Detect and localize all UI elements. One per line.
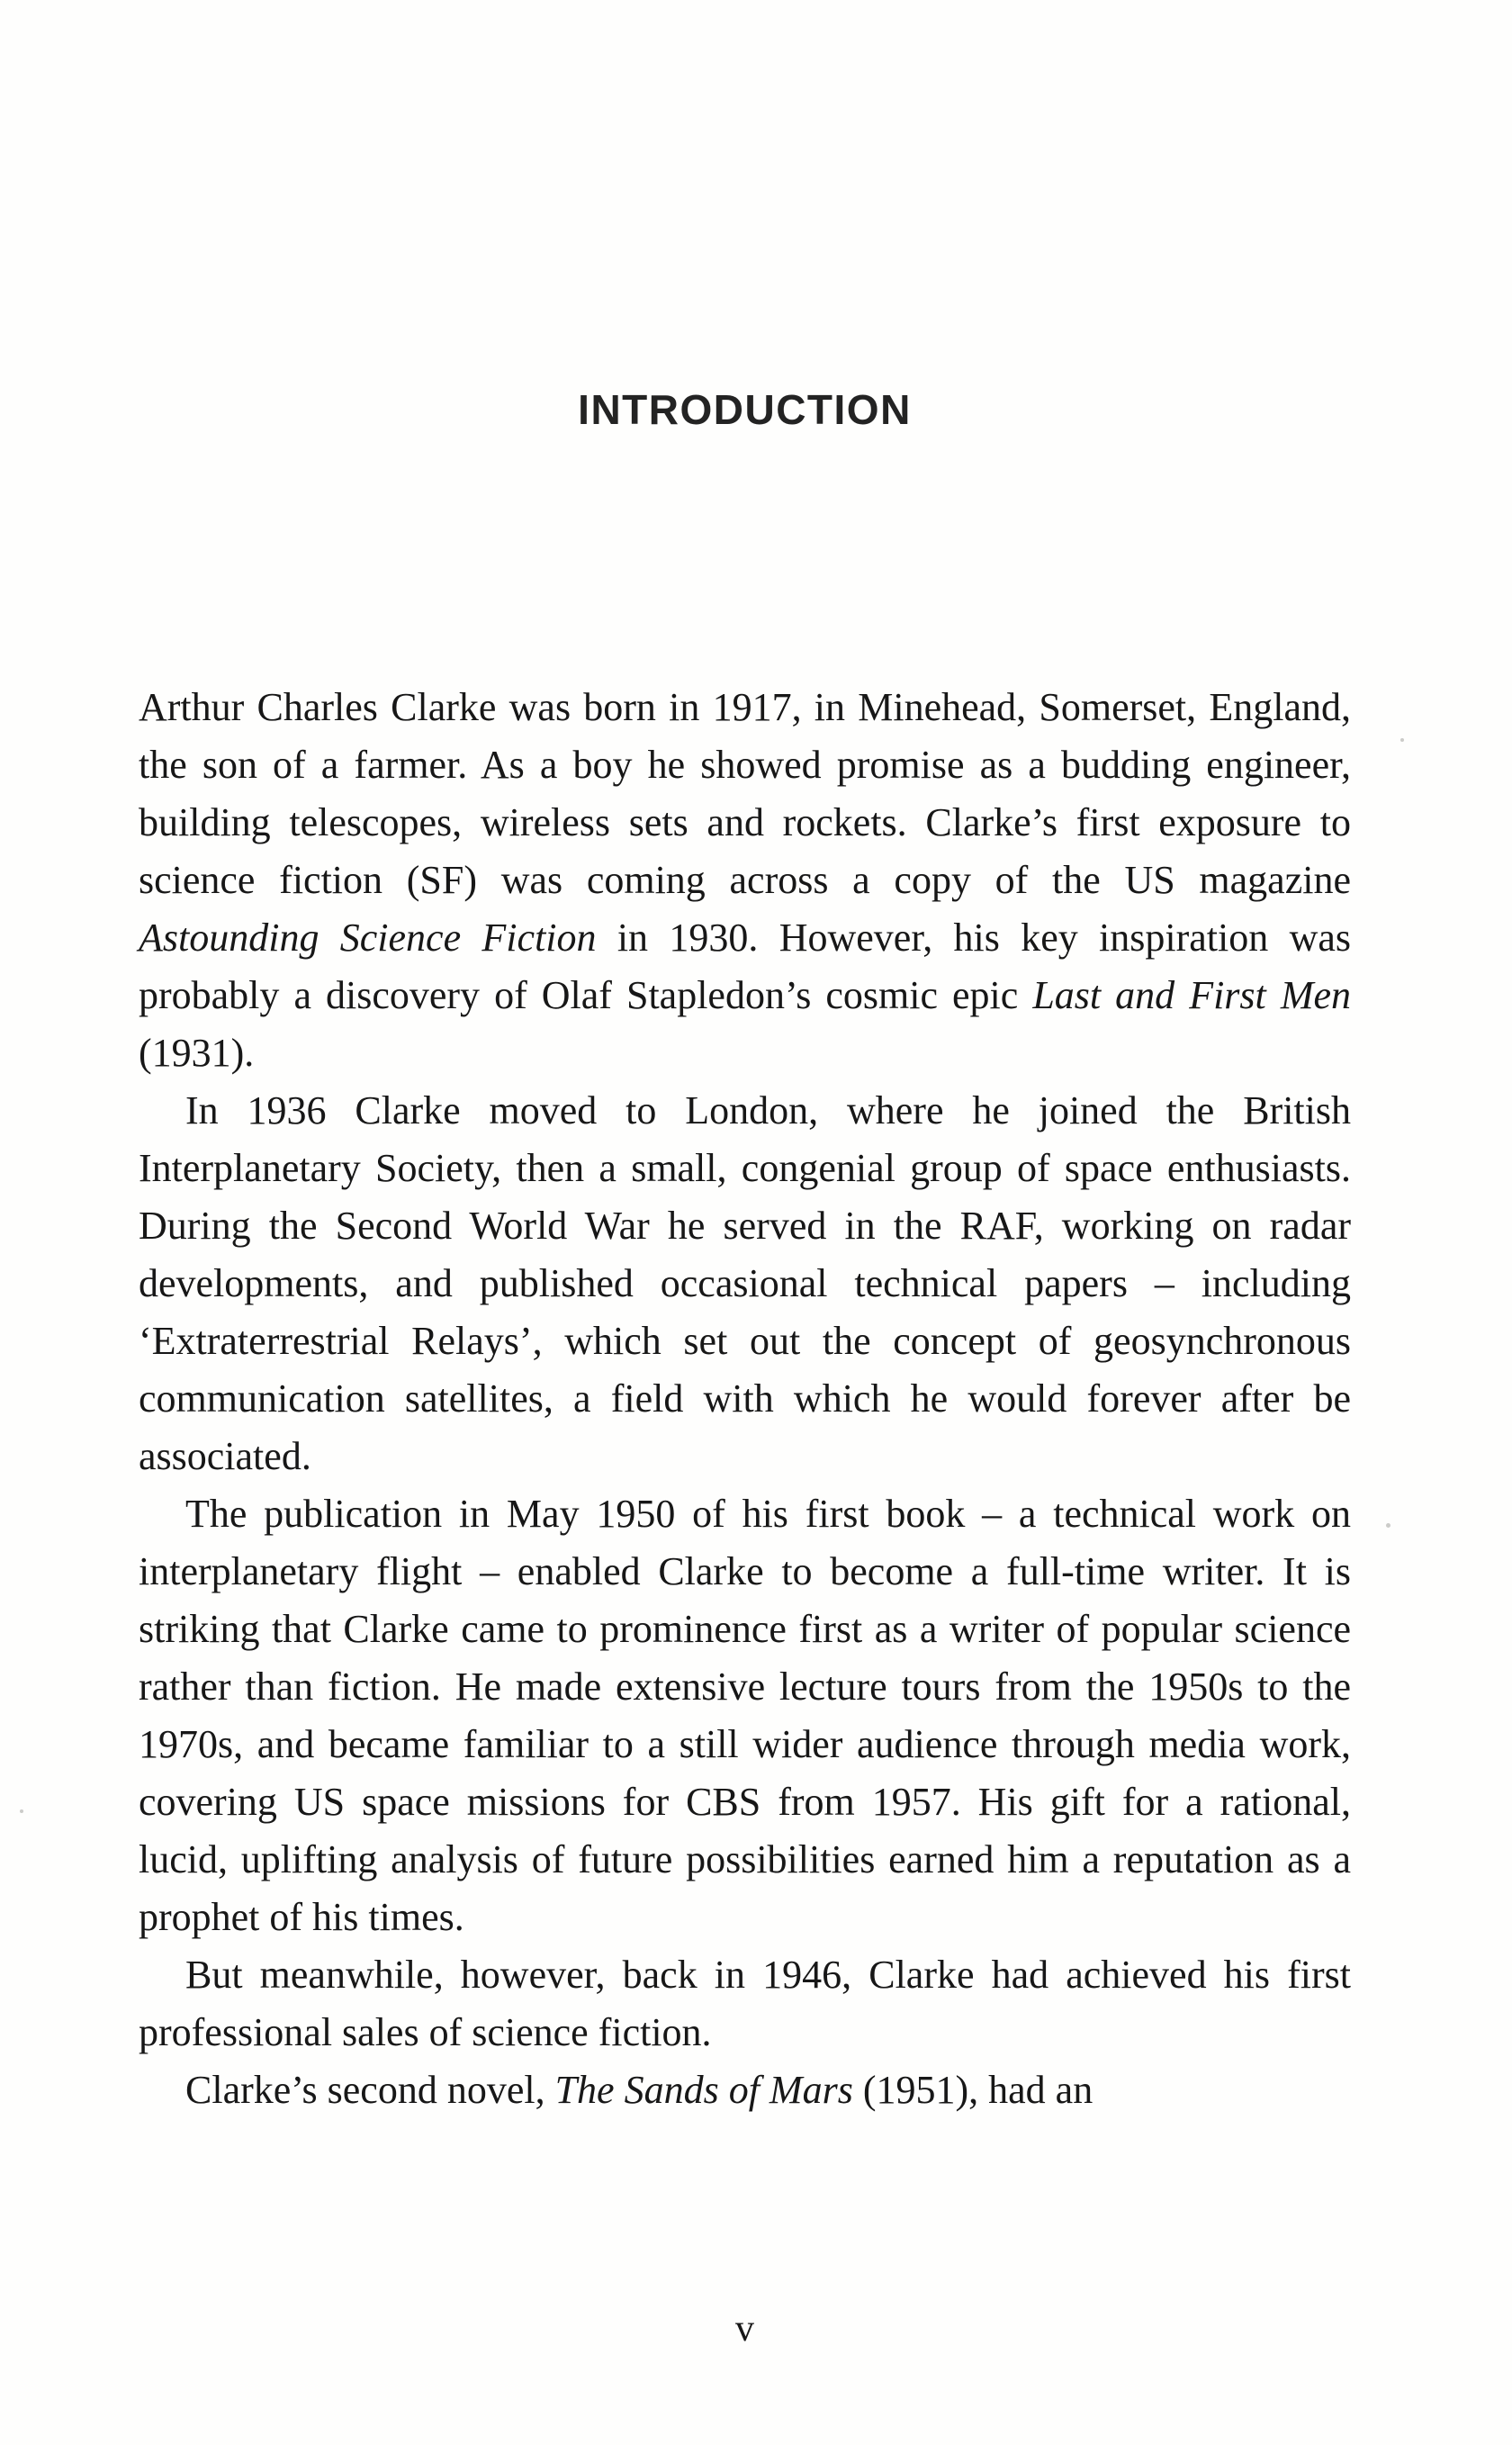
text-segment: in 1930. However, his key inspiration was probably a discovery of Olaf Stapledon’s cosmic epic	[139, 916, 1351, 1017]
paragraph	[139, 1485, 1351, 1946]
paragraph	[139, 679, 1351, 1082]
italic-book-title: Last and First Men	[1032, 973, 1351, 1017]
scan-speck	[1400, 738, 1404, 742]
text-segment: (1951), had an	[852, 2068, 1094, 2112]
paragraph	[139, 1082, 1351, 1485]
scan-speck	[1386, 1523, 1390, 1528]
page-body	[139, 679, 1351, 2119]
text-segment: Clarke’s second novel,	[185, 2068, 555, 2112]
text-segment: But meanwhile, however, back in 1946, Clarke had achieved his first professional sales of science fiction.	[139, 1953, 1351, 2054]
page-number: v	[735, 2308, 754, 2350]
scan-speck	[20, 1809, 23, 1813]
text-segment: The publication in May 1950 of his first book – a technical work on interplanetary flight – enabled Clarke to become a full-time writer. It is striking that Clarke came to prominence first as a writer of popular science rather than fiction. He made extensive lecture tours from the 1950s to the 1970s, and became familiar to a still wider audience through media work, covering US space missions for CBS from 1957. His gift for a rational, lucid, uplifting analysis of future possibilities earned him a reputation as a prophet of his times.	[139, 1492, 1351, 1939]
text-segment: (1931).	[139, 1031, 255, 1075]
italic-book-title: The Sands of Mars	[554, 2068, 853, 2112]
page-title: INTRODUCTION	[578, 386, 912, 433]
text-segment: In 1936 Clarke moved to London, where he joined the British Interplanetary Society, then a small, congenial group of space enthusiasts. During the Second World War he served in the RAF, working on radar developments, and published occasional technical papers – including ‘Extraterrestrial Relays’, which set out the concept of geosynchronous communication satellites, a field with which he would forever after be associated.	[139, 1088, 1351, 1478]
italic-book-title: Astounding Science Fiction	[139, 916, 597, 960]
paragraph	[139, 1946, 1351, 2062]
text-segment: Arthur Charles Clarke was born in 1917, in Minehead, Somerset, England, the son of a farmer. As a boy he showed promise as a budding engineer, building telescopes, wireless sets and rockets. Clarke’s first exposure to science fiction (SF) was coming across a copy of the US magazine	[139, 685, 1351, 902]
paragraph	[139, 2062, 1351, 2119]
